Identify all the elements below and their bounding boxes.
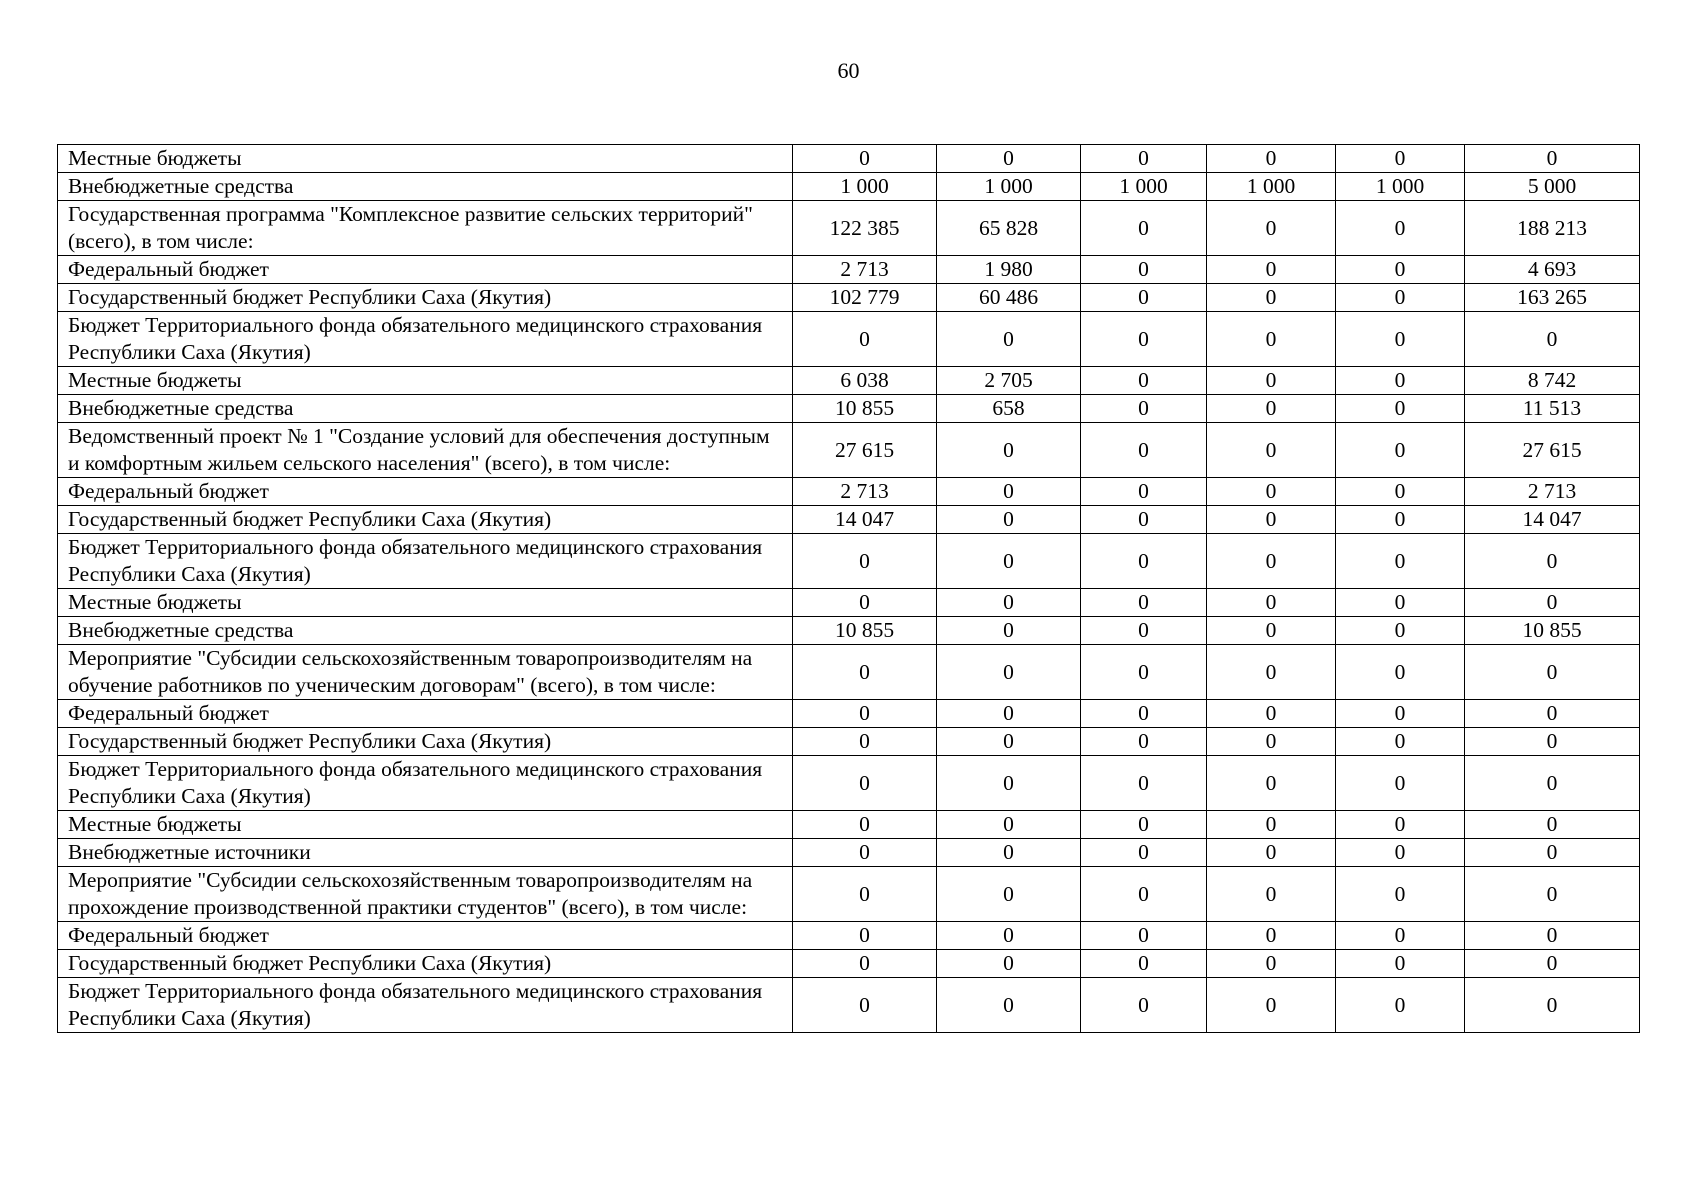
table-row xyxy=(58,256,1640,284)
row-value-cell: 658 xyxy=(937,395,1081,423)
row-value-cell: 0 xyxy=(937,145,1081,173)
row-value-cell: 0 xyxy=(1207,589,1336,617)
row-value-cell: 0 xyxy=(1081,256,1207,284)
row-value-cell: 0 xyxy=(1081,950,1207,978)
row-value-cell: 0 xyxy=(1081,201,1207,256)
row-label: Бюджет Территориального фонда обязательного медицинского страхования Республики Саха (Якутия) xyxy=(58,756,793,811)
row-total-cell: 0 xyxy=(1465,645,1640,700)
row-value-cell: 0 xyxy=(1336,617,1465,645)
row-value-cell: 0 xyxy=(937,534,1081,589)
row-value-cell: 0 xyxy=(1336,645,1465,700)
row-value-cell: 0 xyxy=(793,867,937,922)
row-value-cell: 60 486 xyxy=(937,284,1081,312)
row-label: Государственный бюджет Республики Саха (Якутия) xyxy=(58,284,793,312)
row-total-cell: 0 xyxy=(1465,950,1640,978)
row-value-cell: 0 xyxy=(1336,728,1465,756)
table-row xyxy=(58,506,1640,534)
row-value-cell: 1 000 xyxy=(1207,173,1336,201)
row-value-cell: 0 xyxy=(1081,312,1207,367)
row-total-cell: 0 xyxy=(1465,922,1640,950)
row-total-cell: 0 xyxy=(1465,811,1640,839)
row-value-cell: 0 xyxy=(937,478,1081,506)
row-value-cell: 0 xyxy=(1081,978,1207,1033)
table-row xyxy=(58,811,1640,839)
table-row xyxy=(58,867,1640,922)
row-value-cell: 0 xyxy=(1081,284,1207,312)
row-value-cell: 0 xyxy=(793,645,937,700)
row-value-cell: 0 xyxy=(793,839,937,867)
table-body xyxy=(58,145,1640,1033)
row-value-cell: 0 xyxy=(1081,534,1207,589)
row-value-cell: 0 xyxy=(937,867,1081,922)
table-row xyxy=(58,950,1640,978)
table-row xyxy=(58,478,1640,506)
row-value-cell: 0 xyxy=(1207,312,1336,367)
row-value-cell: 0 xyxy=(1207,811,1336,839)
row-value-cell: 0 xyxy=(937,811,1081,839)
row-label: Местные бюджеты xyxy=(58,811,793,839)
row-value-cell: 0 xyxy=(1336,589,1465,617)
row-value-cell: 0 xyxy=(1336,395,1465,423)
row-value-cell: 0 xyxy=(937,839,1081,867)
row-label: Государственный бюджет Республики Саха (Якутия) xyxy=(58,728,793,756)
row-value-cell: 0 xyxy=(937,617,1081,645)
row-total-cell: 0 xyxy=(1465,145,1640,173)
row-value-cell: 0 xyxy=(937,700,1081,728)
row-label: Мероприятие "Субсидии сельскохозяйственным товаропроизводителям на обучение работников по ученическим договорам" (всего), в том числе: xyxy=(58,645,793,700)
row-label: Бюджет Территориального фонда обязательного медицинского страхования Республики Саха (Якутия) xyxy=(58,534,793,589)
row-value-cell: 0 xyxy=(1336,506,1465,534)
row-label: Мероприятие "Субсидии сельскохозяйственным товаропроизводителям на прохождение производственной практики студентов" (всего), в том числе: xyxy=(58,867,793,922)
row-value-cell: 0 xyxy=(1207,617,1336,645)
row-value-cell: 0 xyxy=(937,423,1081,478)
table-row xyxy=(58,395,1640,423)
table-row xyxy=(58,423,1640,478)
row-value-cell: 0 xyxy=(1336,867,1465,922)
row-value-cell: 0 xyxy=(1081,811,1207,839)
row-value-cell: 0 xyxy=(793,978,937,1033)
row-total-cell: 0 xyxy=(1465,728,1640,756)
row-total-cell: 188 213 xyxy=(1465,201,1640,256)
row-value-cell: 0 xyxy=(1081,617,1207,645)
row-value-cell: 0 xyxy=(1207,700,1336,728)
row-total-cell: 8 742 xyxy=(1465,367,1640,395)
row-value-cell: 0 xyxy=(1207,978,1336,1033)
row-value-cell: 0 xyxy=(793,700,937,728)
row-label: Федеральный бюджет xyxy=(58,256,793,284)
row-total-cell: 27 615 xyxy=(1465,423,1640,478)
row-value-cell: 10 855 xyxy=(793,617,937,645)
row-value-cell: 0 xyxy=(1336,256,1465,284)
table-row xyxy=(58,534,1640,589)
row-value-cell: 0 xyxy=(793,589,937,617)
row-value-cell: 1 000 xyxy=(937,173,1081,201)
row-value-cell: 0 xyxy=(1081,756,1207,811)
row-total-cell: 5 000 xyxy=(1465,173,1640,201)
row-value-cell: 27 615 xyxy=(793,423,937,478)
row-value-cell: 0 xyxy=(1207,950,1336,978)
row-label: Бюджет Территориального фонда обязательного медицинского страхования Республики Саха (Якутия) xyxy=(58,978,793,1033)
row-value-cell: 0 xyxy=(1336,978,1465,1033)
row-total-cell: 11 513 xyxy=(1465,395,1640,423)
row-label: Внебюджетные средства xyxy=(58,395,793,423)
row-total-cell: 0 xyxy=(1465,839,1640,867)
table-row xyxy=(58,145,1640,173)
row-label: Внебюджетные средства xyxy=(58,173,793,201)
row-label: Внебюджетные средства xyxy=(58,617,793,645)
row-total-cell: 0 xyxy=(1465,756,1640,811)
row-value-cell: 0 xyxy=(1336,839,1465,867)
table-row xyxy=(58,839,1640,867)
row-value-cell: 0 xyxy=(1207,728,1336,756)
row-total-cell: 163 265 xyxy=(1465,284,1640,312)
page-number: 60 xyxy=(837,58,860,83)
row-value-cell: 0 xyxy=(937,312,1081,367)
row-label: Федеральный бюджет xyxy=(58,922,793,950)
table-row xyxy=(58,284,1640,312)
row-value-cell: 0 xyxy=(937,922,1081,950)
row-value-cell: 122 385 xyxy=(793,201,937,256)
row-label: Внебюджетные источники xyxy=(58,839,793,867)
row-value-cell: 2 705 xyxy=(937,367,1081,395)
table-row xyxy=(58,617,1640,645)
row-value-cell: 0 xyxy=(1207,256,1336,284)
row-value-cell: 0 xyxy=(793,922,937,950)
row-value-cell: 65 828 xyxy=(937,201,1081,256)
row-value-cell: 0 xyxy=(1081,506,1207,534)
row-value-cell: 0 xyxy=(1336,700,1465,728)
row-total-cell: 0 xyxy=(1465,534,1640,589)
row-value-cell: 0 xyxy=(793,756,937,811)
row-value-cell: 0 xyxy=(1336,423,1465,478)
row-value-cell: 0 xyxy=(1081,867,1207,922)
table-row xyxy=(58,589,1640,617)
row-value-cell: 0 xyxy=(1207,423,1336,478)
row-value-cell: 102 779 xyxy=(793,284,937,312)
table-row xyxy=(58,700,1640,728)
row-value-cell: 0 xyxy=(1336,811,1465,839)
row-value-cell: 0 xyxy=(1081,700,1207,728)
row-value-cell: 0 xyxy=(1081,922,1207,950)
row-label: Федеральный бюджет xyxy=(58,700,793,728)
table-row xyxy=(58,201,1640,256)
table-row xyxy=(58,367,1640,395)
row-value-cell: 0 xyxy=(1207,395,1336,423)
row-value-cell: 0 xyxy=(1336,478,1465,506)
row-label: Федеральный бюджет xyxy=(58,478,793,506)
row-value-cell: 0 xyxy=(793,950,937,978)
row-value-cell: 0 xyxy=(793,534,937,589)
row-value-cell: 0 xyxy=(1336,534,1465,589)
row-value-cell: 10 855 xyxy=(793,395,937,423)
row-value-cell: 0 xyxy=(1336,145,1465,173)
row-value-cell: 0 xyxy=(1207,145,1336,173)
row-value-cell: 0 xyxy=(1081,589,1207,617)
table-row xyxy=(58,312,1640,367)
row-value-cell: 0 xyxy=(1207,478,1336,506)
row-total-cell: 0 xyxy=(1465,700,1640,728)
row-label: Государственный бюджет Республики Саха (Якутия) xyxy=(58,950,793,978)
table-row xyxy=(58,728,1640,756)
row-total-cell: 0 xyxy=(1465,312,1640,367)
row-value-cell: 1 000 xyxy=(793,173,937,201)
row-value-cell: 0 xyxy=(1336,922,1465,950)
row-label: Бюджет Территориального фонда обязательного медицинского страхования Республики Саха (Якутия) xyxy=(58,312,793,367)
row-value-cell: 0 xyxy=(793,145,937,173)
row-value-cell: 0 xyxy=(1081,478,1207,506)
row-value-cell: 0 xyxy=(937,506,1081,534)
row-total-cell: 0 xyxy=(1465,867,1640,922)
row-value-cell: 0 xyxy=(1336,367,1465,395)
row-value-cell: 0 xyxy=(1207,284,1336,312)
row-value-cell: 0 xyxy=(937,756,1081,811)
row-value-cell: 0 xyxy=(1207,201,1336,256)
row-label: Государственная программа "Комплексное развитие сельских территорий" (всего), в том числе: xyxy=(58,201,793,256)
row-value-cell: 0 xyxy=(1336,756,1465,811)
row-value-cell: 2 713 xyxy=(793,256,937,284)
table-row xyxy=(58,173,1640,201)
row-value-cell: 0 xyxy=(1207,534,1336,589)
row-value-cell: 0 xyxy=(1207,922,1336,950)
row-total-cell: 4 693 xyxy=(1465,256,1640,284)
row-value-cell: 0 xyxy=(1081,839,1207,867)
row-value-cell: 0 xyxy=(1207,367,1336,395)
table-row xyxy=(58,978,1640,1033)
row-total-cell: 2 713 xyxy=(1465,478,1640,506)
row-value-cell: 14 047 xyxy=(793,506,937,534)
row-value-cell: 1 980 xyxy=(937,256,1081,284)
row-value-cell: 2 713 xyxy=(793,478,937,506)
row-total-cell: 10 855 xyxy=(1465,617,1640,645)
row-value-cell: 0 xyxy=(793,811,937,839)
row-value-cell: 0 xyxy=(1081,367,1207,395)
row-value-cell: 0 xyxy=(1207,756,1336,811)
row-value-cell: 0 xyxy=(1081,728,1207,756)
budget-table xyxy=(57,144,1640,1033)
row-label: Местные бюджеты xyxy=(58,145,793,173)
row-value-cell: 0 xyxy=(1207,645,1336,700)
row-value-cell: 0 xyxy=(1336,201,1465,256)
row-value-cell: 1 000 xyxy=(1336,173,1465,201)
row-total-cell: 0 xyxy=(1465,978,1640,1033)
row-value-cell: 0 xyxy=(1336,284,1465,312)
table-row xyxy=(58,756,1640,811)
row-label: Местные бюджеты xyxy=(58,367,793,395)
table-row xyxy=(58,645,1640,700)
table-row xyxy=(58,922,1640,950)
row-total-cell: 14 047 xyxy=(1465,506,1640,534)
row-value-cell: 1 000 xyxy=(1081,173,1207,201)
row-total-cell: 0 xyxy=(1465,589,1640,617)
row-value-cell: 0 xyxy=(937,950,1081,978)
row-value-cell: 0 xyxy=(1081,145,1207,173)
row-value-cell: 0 xyxy=(937,728,1081,756)
row-value-cell: 0 xyxy=(1081,395,1207,423)
row-value-cell: 0 xyxy=(1207,839,1336,867)
row-value-cell: 6 038 xyxy=(793,367,937,395)
row-value-cell: 0 xyxy=(793,728,937,756)
row-value-cell: 0 xyxy=(937,589,1081,617)
row-value-cell: 0 xyxy=(937,645,1081,700)
row-label: Ведомственный проект № 1 "Создание условий для обеспечения доступным и комфортным жильем сельского населения" (всего), в том числе: xyxy=(58,423,793,478)
row-value-cell: 0 xyxy=(1081,423,1207,478)
row-value-cell: 0 xyxy=(937,978,1081,1033)
row-value-cell: 0 xyxy=(793,312,937,367)
row-value-cell: 0 xyxy=(1207,506,1336,534)
row-value-cell: 0 xyxy=(1336,950,1465,978)
row-value-cell: 0 xyxy=(1336,312,1465,367)
row-label: Государственный бюджет Республики Саха (Якутия) xyxy=(58,506,793,534)
row-label: Местные бюджеты xyxy=(58,589,793,617)
row-value-cell: 0 xyxy=(1207,867,1336,922)
row-value-cell: 0 xyxy=(1081,645,1207,700)
